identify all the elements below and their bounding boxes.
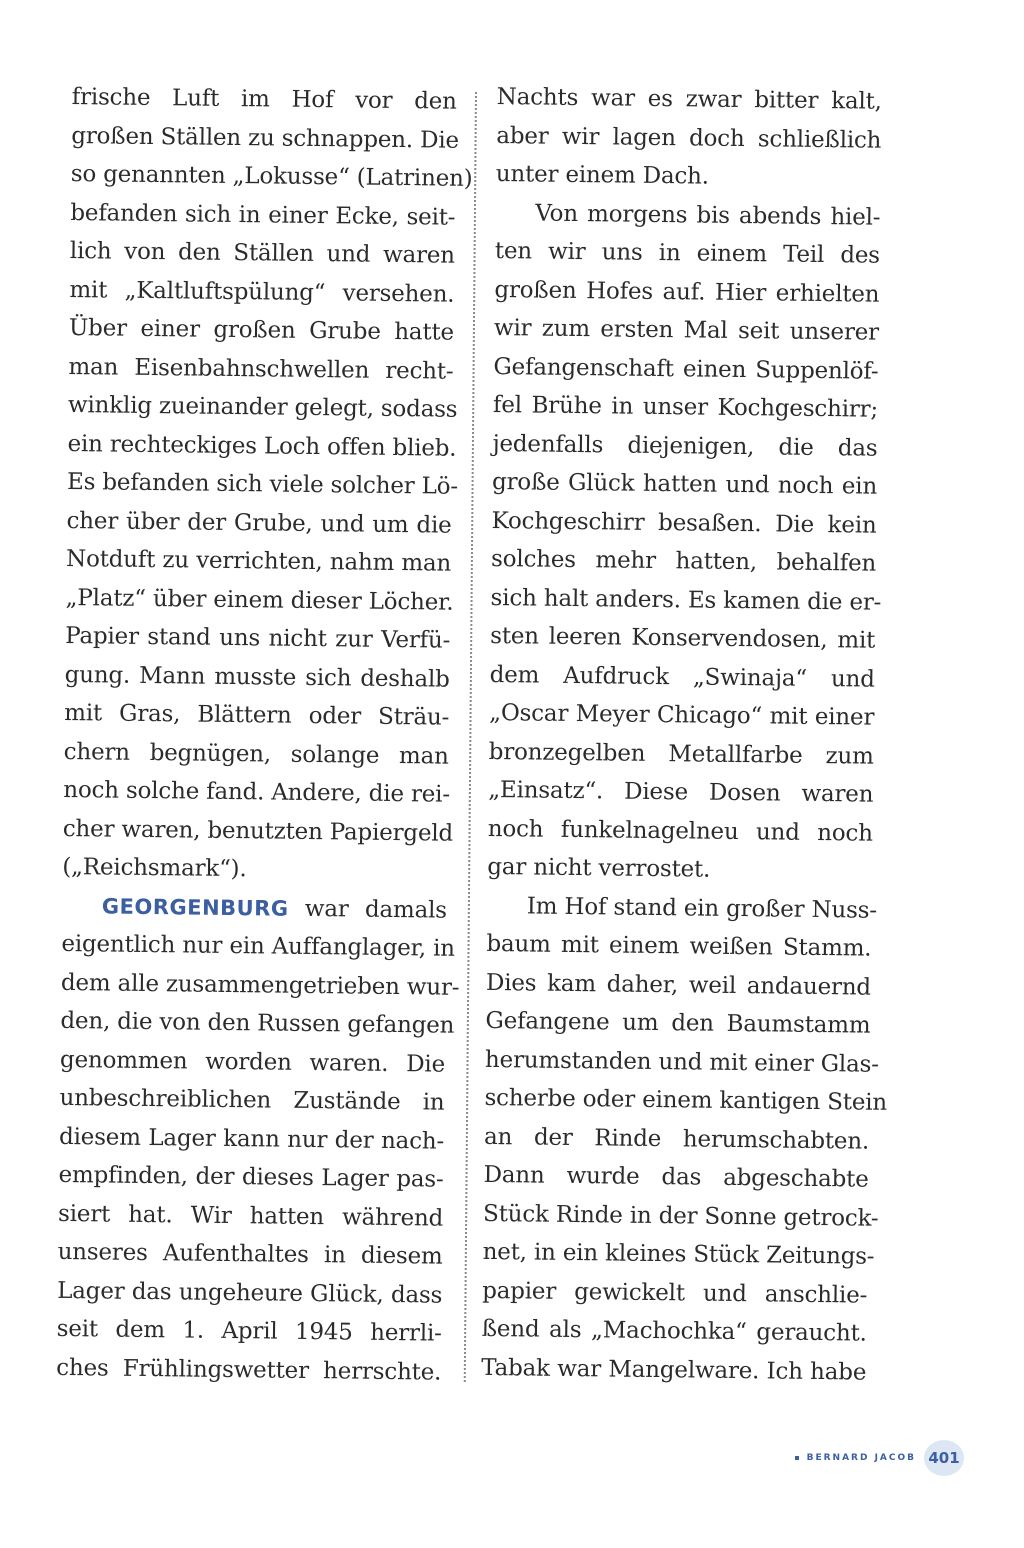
text-line: wir zum ersten Mal seit unserer — [493, 314, 880, 346]
left-column — [56, 78, 473, 1392]
text-line: mit „Kaltluftspülung“ versehen. — [69, 276, 455, 308]
text-line: dem Aufdruck „Swinaja“ und — [489, 661, 875, 693]
text-line: befanden sich in einer Ecke, seit- — [70, 199, 456, 231]
text-line: „Einsatz“. Diese Dosen waren — [488, 776, 874, 808]
text-line: noch funkelnagelneu und noch — [487, 815, 873, 847]
text-line: cher waren, benutzten Papiergeld — [62, 815, 454, 847]
text-line: bronzegelben Metallfarbe zum — [488, 738, 874, 770]
text-line: empfinden, der dieses Lager pas- — [58, 1161, 444, 1193]
text-line: diesem Lager kann nur der nach- — [58, 1123, 445, 1155]
text-line: Im Hof stand ein großer Nuss- — [526, 892, 878, 924]
text-line: so genannten „Lokusse“ (Latrinen) — [70, 160, 473, 192]
text-line: genommen worden waren. Die — [59, 1046, 446, 1078]
text-line: winklig zueinander gelegt, sodass — [67, 391, 458, 423]
text-line: großen Hofes auf. Hier erhielten — [494, 276, 880, 308]
text-line: an der Rinde herumschabten. — [483, 1123, 870, 1155]
text-line: Kochgeschirr besaßen. Die kein — [491, 507, 877, 539]
text-line: große Glück hatten und noch ein — [491, 468, 878, 500]
text-line: Dann wurde das abgeschabte — [483, 1161, 869, 1193]
text-line: Dies kam daher, weil andauernd — [485, 969, 872, 1001]
text-line: Nachts war es zwar bitter kalt, — [496, 83, 882, 115]
column-divider — [464, 92, 477, 1382]
text-line: fel Brühe in unser Kochgeschirr; — [492, 391, 879, 423]
text-line: jedenfalls diejenigen, die das — [492, 430, 878, 462]
text-line: Stück Rinde in der Sonne getrock- — [482, 1200, 879, 1232]
text-line: Notduft zu verrichten, nahm man — [65, 545, 452, 577]
text-line: lich von den Ställen und waren — [69, 237, 456, 269]
text-line: sten leeren Konservendosen, mit — [490, 622, 876, 654]
text-line: baum mit einem weißen Stamm. — [486, 930, 872, 962]
text-line: cher über der Grube, und um die — [66, 507, 452, 539]
text-line: Lager das ungeheure Glück, dass — [57, 1277, 443, 1309]
page-number: 401 — [924, 1440, 964, 1476]
text-line: Gefangenschaft einen Suppenlöf- — [493, 353, 879, 385]
text-line: dem alle zusammengetrieben wur- — [60, 969, 460, 1001]
text-line: gar nicht verrostet. — [487, 853, 711, 883]
text-line: eigentlich nur ein Auffanglager, in — [61, 930, 456, 962]
text-line: frische Luft im Hof vor den — [71, 83, 457, 115]
text-line: solches mehr hatten, behalfen — [490, 545, 877, 577]
text-line: chern begnügen, solange man — [63, 738, 449, 770]
page-footer — [795, 1440, 964, 1476]
text-line: Von morgens bis abends hiel- — [535, 199, 881, 231]
footer-author: BERNARD JACOB — [806, 1453, 916, 1463]
text-line: ten wir uns in einem Teil des — [494, 237, 881, 269]
text-line: „Platz“ über einem dieser Löcher. — [65, 584, 454, 616]
text-line: Es befanden sich viele solcher Lö- — [66, 468, 459, 500]
text-line: Papier stand uns nicht zur Verfü- — [65, 622, 451, 654]
paragraph-lead-line — [62, 886, 447, 929]
text-line: net, in ein kleines Stück Zeitungs- — [482, 1238, 875, 1270]
text-line: mit Gras, Blättern oder Sträu- — [64, 699, 450, 731]
text-line: großen Ställen zu schnappen. Die — [71, 122, 460, 154]
text-line: ßend als „Machochka“ geraucht. — [481, 1315, 867, 1347]
text-line-rest: war damals — [304, 895, 448, 924]
text-line: siert hat. Wir hatten während — [57, 1200, 444, 1232]
text-line: gung. Mann musste sich deshalb — [64, 661, 450, 693]
text-line: Tabak war Mangelware. Ich habe — [481, 1354, 867, 1386]
text-line: Über einer großen Grube hatte — [68, 314, 455, 346]
text-line: man Eisenbahnschwellen recht- — [68, 353, 454, 385]
text-line: ches Frühlingswetter herrschte. — [56, 1354, 442, 1386]
section-lead-word: GEORGENBURG — [101, 893, 289, 921]
text-line: („Reichsmark“). — [62, 853, 247, 883]
text-line: noch solche fand. Andere, die rei- — [63, 776, 451, 808]
text-line: scherbe oder einem kantigen Stein — [484, 1084, 888, 1116]
text-line: ein rechteckiges Loch offen blieb. — [67, 430, 457, 462]
text-line: papier gewickelt und anschlie- — [482, 1277, 868, 1309]
text-line: herumstanden und mit einer Glas- — [484, 1046, 879, 1078]
text-line: den, die von den Russen gefangen — [60, 1007, 455, 1039]
text-line: unter einem Dach. — [495, 160, 710, 190]
text-line: Gefangene um den Baumstamm — [485, 1007, 871, 1039]
text-line: seit dem 1. April 1945 herrli- — [56, 1315, 442, 1347]
text-line: unseres Aufenthaltes in diesem — [57, 1238, 443, 1270]
bullet-icon — [795, 1456, 799, 1460]
text-line: „Oscar Meyer Chicago“ mit einer — [489, 699, 875, 731]
text-line: aber wir lagen doch schließlich — [496, 122, 882, 154]
text-line: sich halt anders. Es kamen die er- — [490, 584, 882, 616]
right-column — [481, 78, 888, 1392]
text-line: unbeschreiblichen Zustände in — [59, 1084, 445, 1116]
